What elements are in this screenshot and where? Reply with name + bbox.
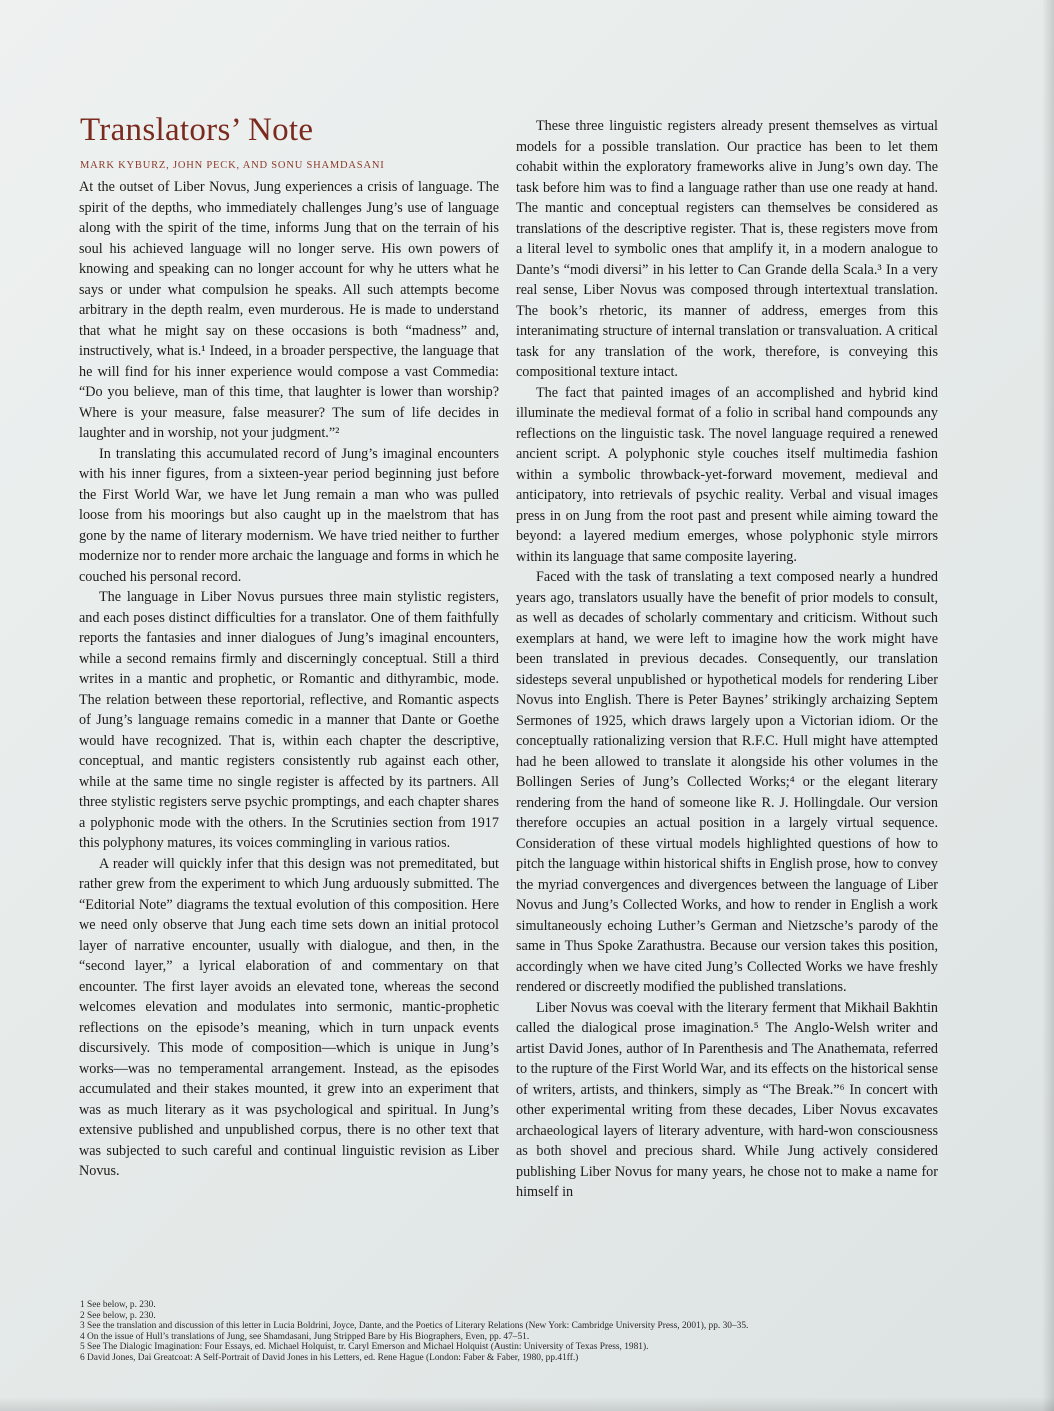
page-bottom-shadow bbox=[0, 1397, 1054, 1411]
paragraph: In translating this accumulated record of Jung’s imaginal encounters with his inner figures, from a sixteen-year period beginning just before the First World War, we have let Jung remain a man who was pulled loose from his moorings but also caught up in the maelstrom that has gone by the name of literary modernism. We have tried neither to further modernize nor to render more archaic the language and forms in which he couched his personal record. bbox=[79, 445, 499, 585]
footnote: 2 See below, p. 230. bbox=[80, 1310, 156, 1321]
paragraph: At the outset of Liber Novus, Jung experiences a crisis of language. The spirit of the depths, who immediately challenges Jung’s use of language along with the spirit of the time, informs Jung that on the terrain of his soul his achieved language will no longer serve. His own powers of knowing and speaking can no longer account for why he utters what he says or under what compulsion he speaks. All such attempts become arbitrary in the depth realm, even murderous. He is made to understand that what he might say on these occasions is both “madness” and, instructively, what is.¹ Indeed, in a broader perspective, the language that he will find for his inner experience would compose a vast Commedia: “Do you believe, man of this time, that laughter is lower than worship? Where is your measure, false measurer? The sum of life decides in laughter and in worship, not your judgment.”² bbox=[79, 179, 499, 441]
footnote: 3 See the translation and discussion of this letter in Lucia Boldrini, Joyce, Dante, and the Poetics of Literary Relations (New York: Cambridge University Press, 2001), pp. 30–35. bbox=[80, 1321, 749, 1332]
paragraph: These three linguistic registers already present themselves as virtual models for a possible translation. Our practice has been to let them cohabit within the exploratory frameworks alive in Jung’s own day. The task before him was to find a language rather than use one ready at hand. The mantic and conceptual registers can themselves be considered as translations of the descriptive register. That is, these registers move from a literal level to symbolic ones that amplify it, in a modern analogue to Dante’s “modi diversi” in his letter to Can Grande della Scala.³ In a very real sense, Liber Novus was composed through intertextual translation. The book’s rhetoric, its manner of address, emerges from this interanimating structure of internal translation or transvaluation. A critical task for any translation of the work, therefore, is conveying this compositional texture intact. bbox=[516, 118, 938, 380]
footnote: 6 David Jones, Dai Greatcoat: A Self-Portrait of David Jones in his Letters, ed. Rene Hague (London: Faber & Faber, 1980, pp.41ff.) bbox=[80, 1352, 579, 1363]
right-column bbox=[516, 116, 938, 1203]
footnote: 1 See below, p. 230. bbox=[80, 1300, 156, 1310]
page-title: Translators’ Note bbox=[80, 112, 314, 148]
paragraph: Liber Novus was coeval with the literary ferment that Mikhail Bakhtin called the dialogical prose imagination.⁵ The Anglo-Welsh writer and artist David Jones, author of In Parenthesis and The Anathemata, referred to the rupture of the First World War, and its effects on the historical sense of writers, artists, and thinkers, simply as “The Break.”⁶ In concert with other experimental writing from these decades, Liber Novus excavates archaeological layers of literary adventure, with hard-won consciousness as both shovel and precious shard. While Jung actively considered publishing Liber Novus for many years, he chose not to make a name for himself in bbox=[516, 999, 938, 1200]
footnote: 4 On the issue of Hull’s translations of Jung, see Shamdasani, Jung Stripped Bare by His Biographers, Even, pp. 47–51. bbox=[80, 1331, 530, 1342]
paragraph: A reader will quickly infer that this design was not premeditated, but rather grew from the experiment to which Jung arduously submitted. The “Editorial Note” diagrams the textual evolution of this composition. Here we need only observe that Jung each time sets down an initial protocol layer of narrative encounter, usually with dialogue, and then, in the “second layer,” a lyrical elaboration of and commentary on that encounter. The first layer avoids an elevated tone, whereas the second welcomes elevation and modulates into sermonic, mantic-prophetic reflections on the episode’s meaning, which in turn unpack events discursively. This mode of composition—which is unique in Jung’s works—was no temperamental arrangement. Instead, as the episodes accumulated and their stakes mounted, it grew into an experiment that was as much literary as it was psychological and spiritual. In Jung’s extensive published and unpublished corpus, there is no other text that was subjected to such careful and continual linguistic revision as Liber Novus. bbox=[79, 855, 499, 1179]
paragraph: The language in Liber Novus pursues three main stylistic registers, and each poses distinct difficulties for a translator. One of them faithfully reports the fantasies and inner dialogues of Jung’s imaginal encounters, while a second remains firmly and discerningly conceptual. Still a third writes in a mantic and prophetic, or Romantic and dithyrambic, mode. The relation between these reportorial, reflective, and Romantic aspects of Jung’s language remains comedic in a manner that Dante or Goethe would have recognized. That is, within each chapter the descriptive, conceptual, and mantic registers consistently rub against each other, while at the same time no single register is affected by its partners. All three stylistic registers serve psychic promptings, and each chapter shares a polyphonic mode with the others. In the Scrutinies section from 1917 this polyphony matures, its voices commingling in various ratios. bbox=[79, 589, 499, 851]
page-edge-shadow bbox=[1042, 0, 1054, 1411]
authors-byline: MARK KYBURZ, JOHN PECK, AND SONU SHAMDASANI bbox=[80, 160, 385, 171]
footnote: 5 See The Dialogic Imagination: Four Essays, ed. Michael Holquist, tr. Caryl Emerson and Michael Holquist (Austin: University of Texas Press, 1981). bbox=[80, 1342, 649, 1353]
footnotes bbox=[80, 1300, 940, 1364]
left-column bbox=[79, 177, 499, 1182]
paragraph: The fact that painted images of an accomplished and hybrid kind illuminate the medieval format of a folio in scribal hand compounds any reflections on the linguistic task. The novel language required a renewed ancient script. A polyphonic style couches itself multimedia fashion within a symbolic throwback-yet-forward movement, medieval and anticipatory, into retrievals of psychic reality. Verbal and visual images press in on Jung from the root past and present while aiming toward the beyond: a layered medium emerges, whose polyphonic style mirrors within its language that same composite layering. bbox=[516, 384, 938, 565]
paragraph: Faced with the task of translating a text composed nearly a hundred years ago, translators usually have the benefit of prior models to consult, as well as decades of scholarly commentary and criticism. Without such exemplars at hand, we were left to imagine how the work might have been translated in previous decades. Consequently, our translation sidesteps several unpublished or hypothetical models for rendering Liber Novus into English. There is Peter Baynes’ strikingly archaizing Septem Sermones of 1925, which draws largely upon a Victorian idiom. Or the conceptually rationalizing version that R.F.C. Hull might have attempted had he been allowed to translate it alongside his other volumes in the Bollingen Series of Jung’s Collected Works;⁴ or the elegant literary rendering from the hand of someone like R. J. Hollingdale. Our version therefore occupies an actual position in a largely virtual sequence. Consideration of these virtual models highlighted questions of how to pitch the language within historical shifts in English prose, how to convey the myriad convergences and divergences between the language of Liber Novus and Jung’s Collected Works, and how to render in English a work simultaneously echoing Luther’s German and Nietzsche’s parody of the same in Thus Spoke Zarathustra. Because our version takes this position, accordingly when we have cited Jung’s Collected Works we have freshly rendered or discreetly modified the published translations. bbox=[516, 569, 938, 995]
